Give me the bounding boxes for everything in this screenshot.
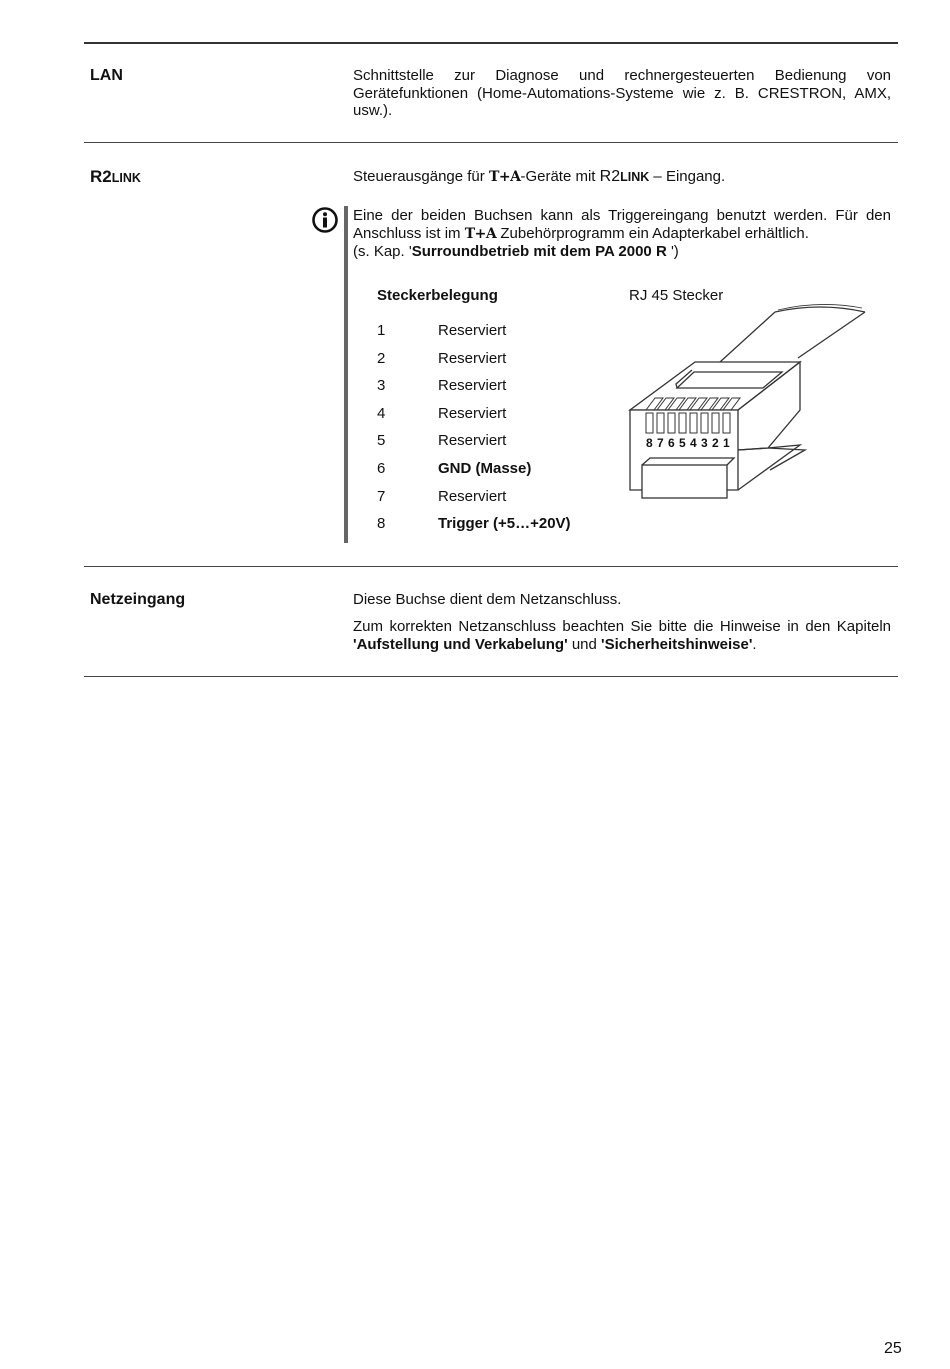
note-line-3b: ') [670, 243, 679, 260]
r2link-inline-r2: R2 [599, 168, 621, 185]
pin-description: Reserviert [438, 488, 507, 505]
ta-brand-logo: T+A [488, 169, 521, 185]
chapter-ref-sicherheit: 'Sicherheitshinweise' [601, 635, 753, 653]
pin-number: 5 [377, 432, 386, 449]
netzeingang-text-2 [353, 618, 891, 653]
r2link-description [353, 168, 891, 187]
note-line-3a: (s. Kap. ' [353, 243, 412, 260]
netzeingang-text-1: Diese Buchse dient dem Netzanschluss. [353, 591, 622, 608]
pin-number: 3 [377, 377, 386, 394]
pin-assignment-heading: Steckerbelegung [377, 287, 498, 304]
rule-after-r2link [84, 566, 898, 567]
lan-line-2: Gerätefunktionen (Home-Automations-Systeme wie z. B. CRESTRON, AMX, [353, 84, 891, 102]
trigger-note [353, 207, 891, 261]
r2link-text-b: -Geräte mit [520, 168, 600, 185]
rj45-label: RJ 45 Stecker [629, 287, 724, 304]
lan-description [353, 67, 891, 120]
pin-description: Reserviert [438, 322, 507, 339]
rj45-pin-labels: 8 7 6 5 4 3 2 1 [646, 436, 731, 450]
r2link-title-link: LINK [111, 171, 141, 185]
pin-number: 1 [377, 322, 386, 339]
note-line-1: Eine der beiden Buchsen kann als Triggereingang benutzt werden. Für den [353, 207, 891, 224]
netz-line-3-mid: und [567, 635, 602, 653]
pin-number: 8 [377, 515, 386, 532]
note-line-2a: Anschluss ist im [353, 224, 465, 242]
r2link-title-r2: R2 [90, 167, 112, 186]
netz-line-3 [353, 636, 891, 654]
pin-description: Reserviert [438, 405, 507, 422]
pin-number: 2 [377, 350, 386, 367]
note-line-2b: Zubehörprogramm ein Adapterkabel erhältlich. [496, 224, 809, 242]
pin-number: 6 [377, 460, 386, 477]
pin-number: 4 [377, 405, 386, 422]
rule-after-netzeingang [84, 676, 898, 677]
lan-line-3: usw.). [353, 102, 393, 119]
r2link-title [90, 167, 141, 187]
top-rule [84, 42, 898, 44]
netz-line-2: Zum korrekten Netzanschluss beachten Sie bitte die Hinweise in den Kapiteln [353, 618, 891, 635]
note-chapter-ref: Surroundbetrieb mit dem PA 2000 R [411, 243, 671, 260]
pin-description: Trigger (+5…+20V) [438, 515, 571, 532]
note-line-2 [353, 225, 891, 244]
lan-line-1: Schnittstelle zur Diagnose und rechnergesteuerten Bedienung von [353, 67, 891, 84]
netz-line-3-end: . [752, 635, 757, 653]
note-bar [344, 206, 348, 543]
rj45-plug-drawing [620, 300, 870, 500]
pin-description: Reserviert [438, 432, 507, 449]
chapter-ref-aufstellung: 'Aufstellung und Verkabelung' [353, 635, 568, 653]
pin-description: Reserviert [438, 377, 507, 394]
ta-brand-logo-note: T+A [464, 225, 497, 242]
r2link-inline-link: LINK [620, 170, 650, 184]
r2link-text-c: – Eingang. [649, 168, 726, 185]
pin-description: GND (Masse) [438, 460, 532, 477]
r2link-text-a: Steuerausgänge für [353, 168, 489, 185]
pin-number: 7 [377, 488, 386, 505]
rule-after-lan [84, 142, 898, 143]
note-line-3 [353, 243, 891, 261]
netzeingang-title: Netzeingang [90, 591, 186, 608]
info-icon [311, 206, 339, 234]
lan-title: LAN [90, 67, 123, 84]
page-number: 25 [884, 1340, 902, 1357]
pin-description: Reserviert [438, 350, 507, 367]
